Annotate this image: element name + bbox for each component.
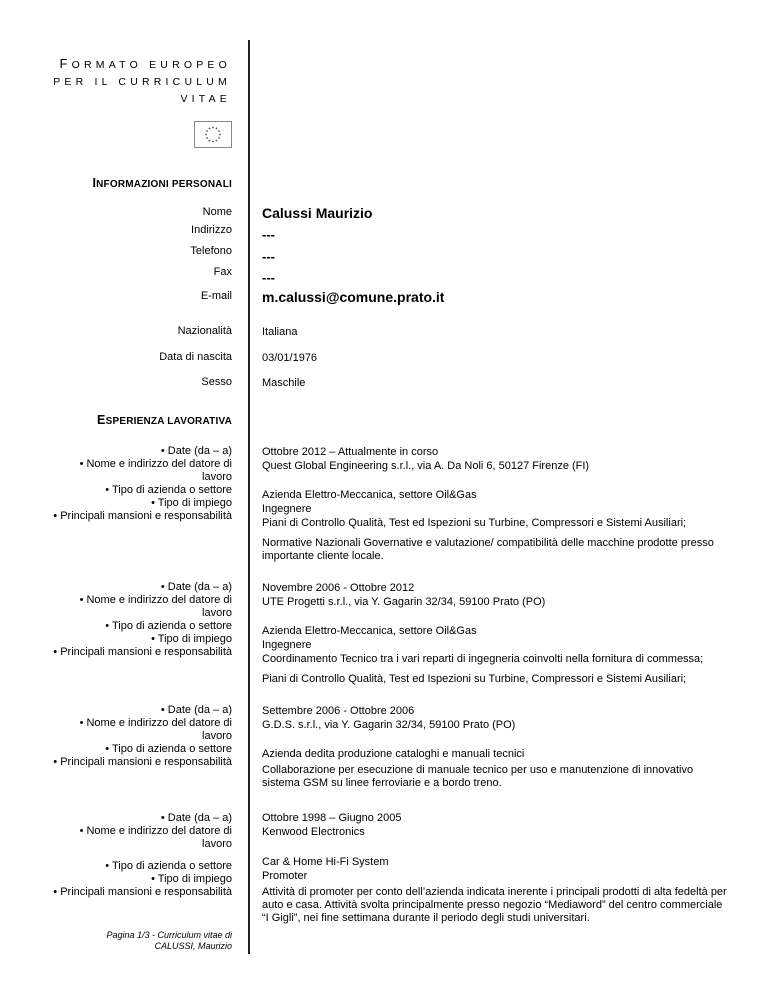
label-employer: • Nome e indirizzo del datore di [79,594,232,606]
label-telefono: Telefono [190,245,232,257]
job-3-employer: G.D.S. s.r.l., via Y. Gagarin 32/34, 59100 Prato (PO) [262,719,516,731]
label-employer: • Nome e indirizzo del datore di [79,717,232,729]
job-2-duties-2: Piani di Controllo Qualità, Test ed Ispezioni su Turbine, Compressori e Sistemi Ausiliari; [262,673,687,685]
value-telefono: --- [262,249,275,264]
job-3-labels [53,704,232,769]
job-4-labels [53,812,232,899]
job-4-job: Promoter [262,870,308,882]
label-date: • Date (da – a) [160,704,232,716]
job-1-duties-2: Normative Nazionali Governative e valutazione/ compatibilità delle macchine prodotte presso importante cliente locale. [262,537,714,562]
label-sector: • Tipo di azienda o settore [105,743,232,755]
label-employer-cont: lavoro [202,607,232,619]
vertical-divider [248,40,250,954]
label-job: • Tipo di impiego [151,873,232,885]
label-sector: • Tipo di azienda o settore [105,860,232,872]
job-1-employer: Quest Global Engineering s.r.l., via A. Da Noli 6, 50127 Firenze (FI) [262,460,590,472]
label-nome: Nome [202,206,232,218]
label-duties: • Principali mansioni e responsabilità [53,510,232,522]
label-nazionalita: Nazionalità [177,325,232,337]
job-1-dates: Ottobre 2012 – Attualmente in corso [262,446,439,458]
job-2-sector: Azienda Elettro-Meccanica, settore Oil&Gas [262,625,477,637]
page-footer [106,930,232,952]
job-1-duties-1: Piani di Controllo Qualità, Test ed Ispezioni su Turbine, Compressori e Sistemi Ausiliari; [262,517,687,529]
label-sesso: Sesso [201,376,232,388]
label-indirizzo: Indirizzo [191,224,232,236]
header-line-1: FORMATO EUROPEO [59,56,231,71]
label-date: • Date (da – a) [160,581,232,593]
section-work-experience: ESPERIENZA LAVORATIVA [97,413,232,427]
job-1-sector: Azienda Elettro-Meccanica, settore Oil&Gas [262,489,477,501]
eu-flag-logo [194,121,232,148]
header-line-2: PER IL CURRICULUM [53,76,231,88]
label-employer-cont: lavoro [202,471,232,483]
label-employer: • Nome e indirizzo del datore di [79,825,232,837]
label-employer: • Nome e indirizzo del datore di [79,458,232,470]
job-2-dates: Novembre 2006 - Ottobre 2012 [262,582,415,594]
job-2-duties-1: Coordinamento Tecnico tra i vari reparti di ingegneria coinvolti nella fornitura di commessa; [262,653,704,665]
job-1-labels [53,445,232,523]
label-duties: • Principali mansioni e responsabilità [53,886,232,898]
job-4-duties-1: Attività di promoter per conto dell’azienda indicata inerente i principali prodotti di alta fedeltà per auto e casa. Attività svolta principalmente presso negozio “Mediaword” del centro commerciale “I Gigli”, nei fine settimana durante il periodo degli studi universitari. [262,886,727,924]
label-date: • Date (da – a) [160,445,232,457]
job-4-employer: Kenwood Electronics [262,826,365,838]
value-nome: Calussi Maurizio [262,205,373,221]
job-4-dates: Ottobre 1998 – Giugno 2005 [262,812,402,824]
label-email: E-mail [200,290,232,302]
label-duties: • Principali mansioni e responsabilità [53,756,232,768]
label-date: • Date (da – a) [160,812,232,824]
job-2-labels [53,581,232,659]
value-nazionalita: Italiana [262,326,298,338]
footer-line-2: CALUSSI, Maurizio [154,941,232,951]
label-fax: Fax [213,266,232,278]
value-email[interactable]: m.calussi@comune.prato.it [262,289,445,305]
job-1-job: Ingegnere [262,503,312,515]
label-sector: • Tipo di azienda o settore [105,620,232,632]
job-3-dates: Settembre 2006 - Ottobre 2006 [262,705,415,717]
job-3-sector: Azienda dedita produzione cataloghi e manuali tecnici [262,748,525,760]
label-data-nascita: Data di nascita [159,351,232,363]
section-personal-info: INFORMAZIONI PERSONALI [92,176,232,190]
label-job: • Tipo di impiego [151,633,232,645]
job-3-duties-1: Collaborazione per esecuzione di manuale tecnico per uso e manutenzione di innovativo sistema GSM su linee ferroviarie e a bordo treno. [262,764,694,789]
label-employer-cont: lavoro [202,730,232,742]
label-job: • Tipo di impiego [151,497,232,509]
label-sector: • Tipo di azienda o settore [105,484,232,496]
job-4-sector: Car & Home Hi-Fi System [262,856,389,868]
job-2-job: Ingegnere [262,639,312,651]
footer-line-1: Pagina 1/3 - Curriculum vitae di [106,930,232,940]
label-duties: • Principali mansioni e responsabilità [53,646,232,658]
value-fax: --- [262,270,275,285]
value-sesso: Maschile [262,377,306,389]
value-data-nascita: 03/01/1976 [262,352,318,364]
job-2-employer: UTE Progetti s.r.l., via Y. Gagarin 32/34, 59100 Prato (PO) [262,596,546,608]
header-line-3: VITAE [180,93,231,105]
label-employer-cont: lavoro [202,838,232,850]
value-indirizzo: --- [262,227,275,242]
